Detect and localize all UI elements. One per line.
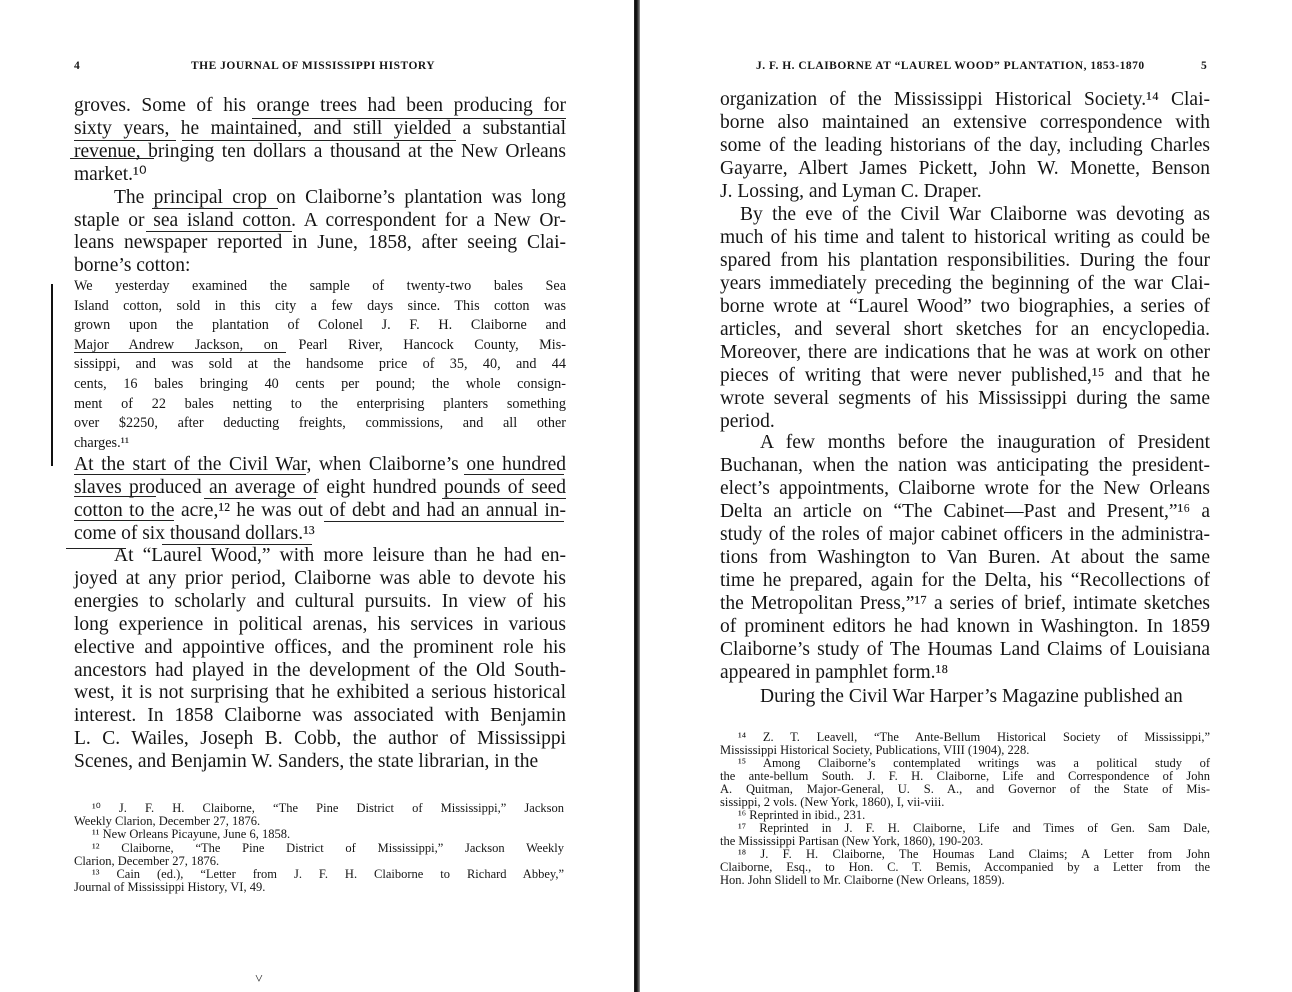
block-quote-line: ment of 22 bales netting to the enterprising planters something	[74, 396, 566, 412]
body-text-line: tions from Washington to Van Buren. At about the same	[720, 547, 1210, 568]
body-text-line: much of his time and talent to historical writing as could be	[720, 227, 1210, 248]
body-text-line: J. Lossing, and Lyman C. Draper.	[720, 181, 982, 202]
body-text-line: articles, and several short sketches for an encyclopedia.	[720, 319, 1210, 340]
block-quote-line: sissippi, and was sold at the handsome price of 35, 40, and 44	[74, 356, 566, 372]
pen-underline	[204, 498, 316, 499]
body-text-line: west, it is not surprising that he exhibited a serious historical	[74, 682, 566, 703]
footnote-line: A. Quitman, Major-General, U. S. A., and Governor of the State of Mis-	[720, 782, 1210, 796]
body-text-line: groves. Some of his orange trees had been producing for	[74, 95, 566, 116]
pen-underline	[182, 140, 456, 141]
body-text-line: During the Civil War Harper’s Magazine published an	[760, 686, 1183, 707]
body-text-line: years immediately preceding the beginning of the war Clai-	[720, 273, 1210, 294]
body-text-line: the Metropolitan Press,”¹⁷ a series of brief, intimate sketches	[720, 593, 1210, 614]
body-text-line: Claiborne’s study of The Houmas Land Claims of Louisiana	[720, 639, 1210, 660]
body-text-line: L. C. Wailes, Joseph B. Cobb, the author of Mississippi	[74, 728, 566, 749]
pen-underline	[74, 496, 156, 497]
footnote-line: sissippi, 2 vols. (New York, 1860), I, vii-viii.	[720, 795, 945, 809]
right-page	[640, 0, 1292, 992]
body-text-line: staple or sea island cotton. A correspondent for a New Or-	[74, 210, 566, 231]
body-text-line: Moreover, there are indications that he was at work on other	[720, 342, 1210, 363]
body-text-line: By the eve of the Civil War Claiborne was devoting as	[740, 204, 1210, 225]
stray-pen-mark: ˅	[255, 972, 263, 987]
block-quote-line: cents, 16 bales bringing 40 cents per pound; the whole consign-	[74, 376, 566, 392]
body-text-line: cotton to the acre,¹² he was out of debt and had an annual in-	[74, 500, 566, 521]
body-text-line: study of the roles of major cabinet officers in the administra-	[720, 524, 1210, 545]
block-quote-line: Island cotton, sold in this city a few days since. This cotton was	[74, 298, 566, 314]
body-text-line: revenue, bringing ten dollars a thousand at the New Orleans	[74, 141, 566, 162]
footnote-line: Claiborne, Esq., to Hon. C. T. Bemis, Accompanied by a Letter from the	[720, 860, 1210, 874]
body-text-line: elective and appointive offices, and the prominent role his	[74, 637, 566, 658]
pen-underline	[70, 158, 154, 159]
footnote-line: the ante-bellum South. J. F. H. Claiborne, Life and Correspondence of John	[720, 769, 1210, 783]
footnote-line: ¹⁸ J. F. H. Claiborne, The Houmas Land Claims; A Letter from John	[738, 847, 1210, 861]
body-text-line: Buchanan, when the nation was anticipating the president-	[720, 455, 1210, 476]
footnote-line: Weekly Clarion, December 27, 1876.	[74, 814, 261, 828]
pen-underline	[74, 352, 286, 353]
body-text-line: The principal crop on Claiborne’s plantation was long	[114, 187, 566, 208]
running-head-left: THE JOURNAL OF MISSISSIPPI HISTORY	[191, 60, 436, 72]
pen-underline	[146, 231, 292, 232]
body-text-line: A few months before the inauguration of President	[760, 432, 1210, 453]
body-text-line: period.	[720, 411, 775, 432]
block-quote-line: charges.¹¹	[74, 435, 130, 451]
body-text-line: appeared in pamphlet form.¹⁸	[720, 662, 949, 683]
footnote-line: ¹¹ New Orleans Picayune, June 6, 1858.	[92, 827, 291, 841]
body-text-line: pieces of writing that were never published,¹⁵ and that he	[720, 365, 1210, 386]
footnote-line: ¹² Claiborne, “The Pine District of Mississippi,” Jackson Weekly	[92, 841, 564, 855]
body-text-line: borne’s cotton:	[74, 255, 191, 276]
body-text-line: spared from his plantation responsibilities. During the four	[720, 250, 1210, 271]
footnote-line: ¹⁵ Among Claiborne’s contemplated writings was a political study of	[738, 756, 1210, 770]
body-text-line: organization of the Mississippi Historical Society.¹⁴ Clai-	[720, 89, 1210, 110]
body-text-line: leans newspaper reported in June, 1858, after seeing Clai-	[74, 232, 566, 253]
body-text-line: At the start of the Civil War, when Claiborne’s one hundred	[74, 454, 566, 475]
footnote-line: Journal of Mississippi History, VI, 49.	[74, 880, 266, 894]
pen-underline	[74, 474, 306, 475]
body-text-line: ancestors had played in the development of the Old South-	[74, 660, 566, 681]
footnote-line: ¹³ Cain (ed.), “Letter from J. F. H. Claiborne to Richard Abbey,”	[92, 867, 564, 881]
footnote-line: ¹⁴ Z. T. Leavell, “The Ante-Bellum Historical Society of Mississippi,”	[738, 730, 1210, 744]
body-text-line: joyed at any prior period, Claiborne was able to devote his	[74, 568, 566, 589]
body-text-line: energies to scholarly and cultural pursuits. In view of his	[74, 591, 566, 612]
footnote-line: Hon. John Slidell to Mr. Claiborne (New Orleans, 1859).	[720, 873, 1005, 887]
block-quote-line: We yesterday examined the sample of twenty-two bales Sea	[74, 278, 566, 294]
body-text-line: Scenes, and Benjamin W. Sanders, the state librarian, in the	[74, 751, 539, 772]
pen-underline	[324, 521, 564, 522]
body-text-line: some of the leading historians of the day, including Charles	[720, 135, 1210, 156]
body-text-line: sixty years, he maintained, and still yielded a substantial	[74, 118, 566, 139]
pen-underline	[152, 208, 278, 209]
running-head-right: J. F. H. CLAIBORNE AT “LAUREL WOOD” PLANTATION, 1853-1870	[756, 60, 1145, 72]
footnote-line: ¹⁷ Reprinted in J. F. H. Claiborne, Life and Times of Gen. Sam Dale,	[738, 821, 1210, 835]
pen-underline	[66, 548, 126, 549]
pen-underline	[74, 140, 176, 141]
body-text-line: interest. In 1858 Claiborne was associated with Benjamin	[74, 705, 566, 726]
pen-underline	[442, 498, 566, 499]
footnote-line: Mississippi Historical Society, Publications, VIII (1904), 228.	[720, 743, 1030, 757]
body-text-line: market.¹⁰	[74, 164, 147, 185]
pen-underline	[74, 520, 174, 521]
block-quote-line: grown upon the plantation of Colonel J. F. H. Claiborne and	[74, 317, 566, 333]
body-text-line: Delta an article on “The Cabinet—Past and Present,”¹⁶ a	[720, 501, 1210, 522]
body-text-line: borne wrote at “Laurel Wood” two biographies, a series of	[720, 296, 1210, 317]
body-text-line: slaves produced an average of eight hundred pounds of seed	[74, 477, 566, 498]
block-quote-line: over $2250, after deducting freights, commissions, and all other	[74, 415, 566, 431]
footnote-line: the Mississippi Partisan (New York, 1860), 190-203.	[720, 834, 984, 848]
footnote-line: ¹⁰ J. F. H. Claiborne, “The Pine District of Mississippi,” Jackson	[92, 801, 564, 815]
pen-underline	[464, 474, 564, 475]
pen-underline	[162, 544, 312, 545]
margin-pen-mark	[51, 284, 53, 466]
body-text-line: elect’s appointments, Claiborne wrote for the New Orleans	[720, 478, 1210, 499]
page-number-right: 5	[1201, 60, 1208, 72]
footnote-line: ¹⁶ Reprinted in ibid., 231.	[738, 808, 866, 822]
pen-underline	[252, 118, 566, 119]
footnote-line: Clarion, December 27, 1876.	[74, 854, 220, 868]
block-quote-line: Major Andrew Jackson, on Pearl River, Hancock County, Mis-	[74, 337, 566, 353]
body-text-line: of prominent editors he had known in Washington. In 1859	[720, 616, 1210, 637]
body-text-line: borne also maintained an extensive correspondence with	[720, 112, 1210, 133]
body-text-line: wrote several segments of his Mississippi during the same	[720, 388, 1210, 409]
body-text-line: Gayarre, Albert James Pickett, John W. Monette, Benson	[720, 158, 1210, 179]
body-text-line: long experience in political arenas, his services in various	[74, 614, 566, 635]
page-number-left: 4	[74, 60, 81, 72]
body-text-line: At “Laurel Wood,” with more leisure than he had en-	[114, 545, 566, 566]
body-text-line: come of six thousand dollars.¹³	[74, 523, 315, 544]
body-text-line: time he prepared, again for the Delta, his “Recollections of	[720, 570, 1210, 591]
